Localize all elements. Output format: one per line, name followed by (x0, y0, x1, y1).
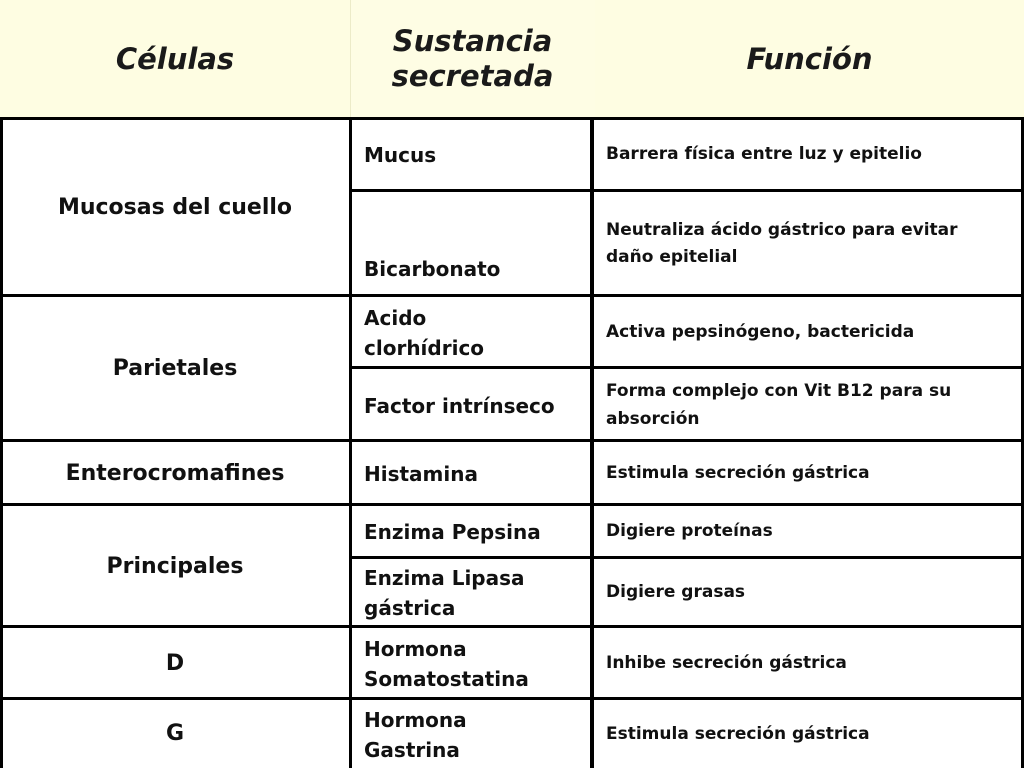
grid-line-row (0, 503, 1024, 506)
grid-line-row (0, 294, 1024, 297)
cell-type-d: D (165, 650, 185, 676)
cell-type-g: G (165, 721, 185, 746)
grid-line-col2 (590, 117, 594, 768)
substance-pepsina: Enzima Pepsina (364, 520, 541, 544)
substance-histamina: Histamina (364, 462, 478, 486)
grid-line-top (0, 117, 1024, 120)
grid-line-row (350, 189, 1024, 192)
substance-somatostatina: Hormona Somatostatina (364, 637, 529, 691)
function-mucus: Barrera física entre luz y epitelio (606, 144, 922, 165)
header-substance-label: Sustancia secretada (391, 24, 554, 93)
substance-mucus: Mucus (364, 143, 437, 167)
header-function: Función (746, 41, 873, 76)
grid-line-row (350, 556, 1024, 559)
substance-gastrina: Hormona Gastrina (364, 707, 467, 762)
substance-lipasa: Enzima Lipasa gástrica (364, 566, 525, 620)
grid-line-row (350, 366, 1024, 369)
grid-line-col1 (349, 117, 352, 768)
function-lipasa: Digiere grasas (606, 582, 746, 603)
function-bicarbonato: Neutraliza ácido gástrico para evitar daño epitelial (606, 219, 958, 267)
cell-type-mucosas: Mucosas del cuello (57, 194, 293, 220)
substance-bicarbonato-label: Bicarbonato (364, 257, 501, 281)
function-acido: Activa pepsinógeno, bactericida (606, 322, 915, 343)
function-histamina: Estimula secreción gástrica (606, 463, 870, 484)
cell-type-principales: Principales (106, 553, 244, 579)
function-factor: Forma complejo con Vit B12 para su absorción (606, 381, 952, 429)
substance-acido: Acido clorhídrico (364, 306, 485, 360)
grid-line-row (0, 625, 1024, 628)
function-pepsina: Digiere proteínas (606, 521, 773, 542)
cell-type-parietales: Parietales (112, 356, 238, 381)
grid-line-row (0, 439, 1024, 442)
substance-bicarbonato (352, 192, 590, 296)
substance-factor: Factor intrínseco (364, 393, 555, 418)
cell-type-enterocromafines: Enterocromafines (65, 460, 285, 486)
function-somatostatina: Inhibe secreción gástrica (606, 653, 847, 674)
grid-line-row (0, 697, 1024, 700)
header-cells: Células (115, 41, 235, 76)
function-gastrina: Estimula secreción gástrica (606, 723, 870, 744)
grid-line-left (0, 117, 3, 768)
